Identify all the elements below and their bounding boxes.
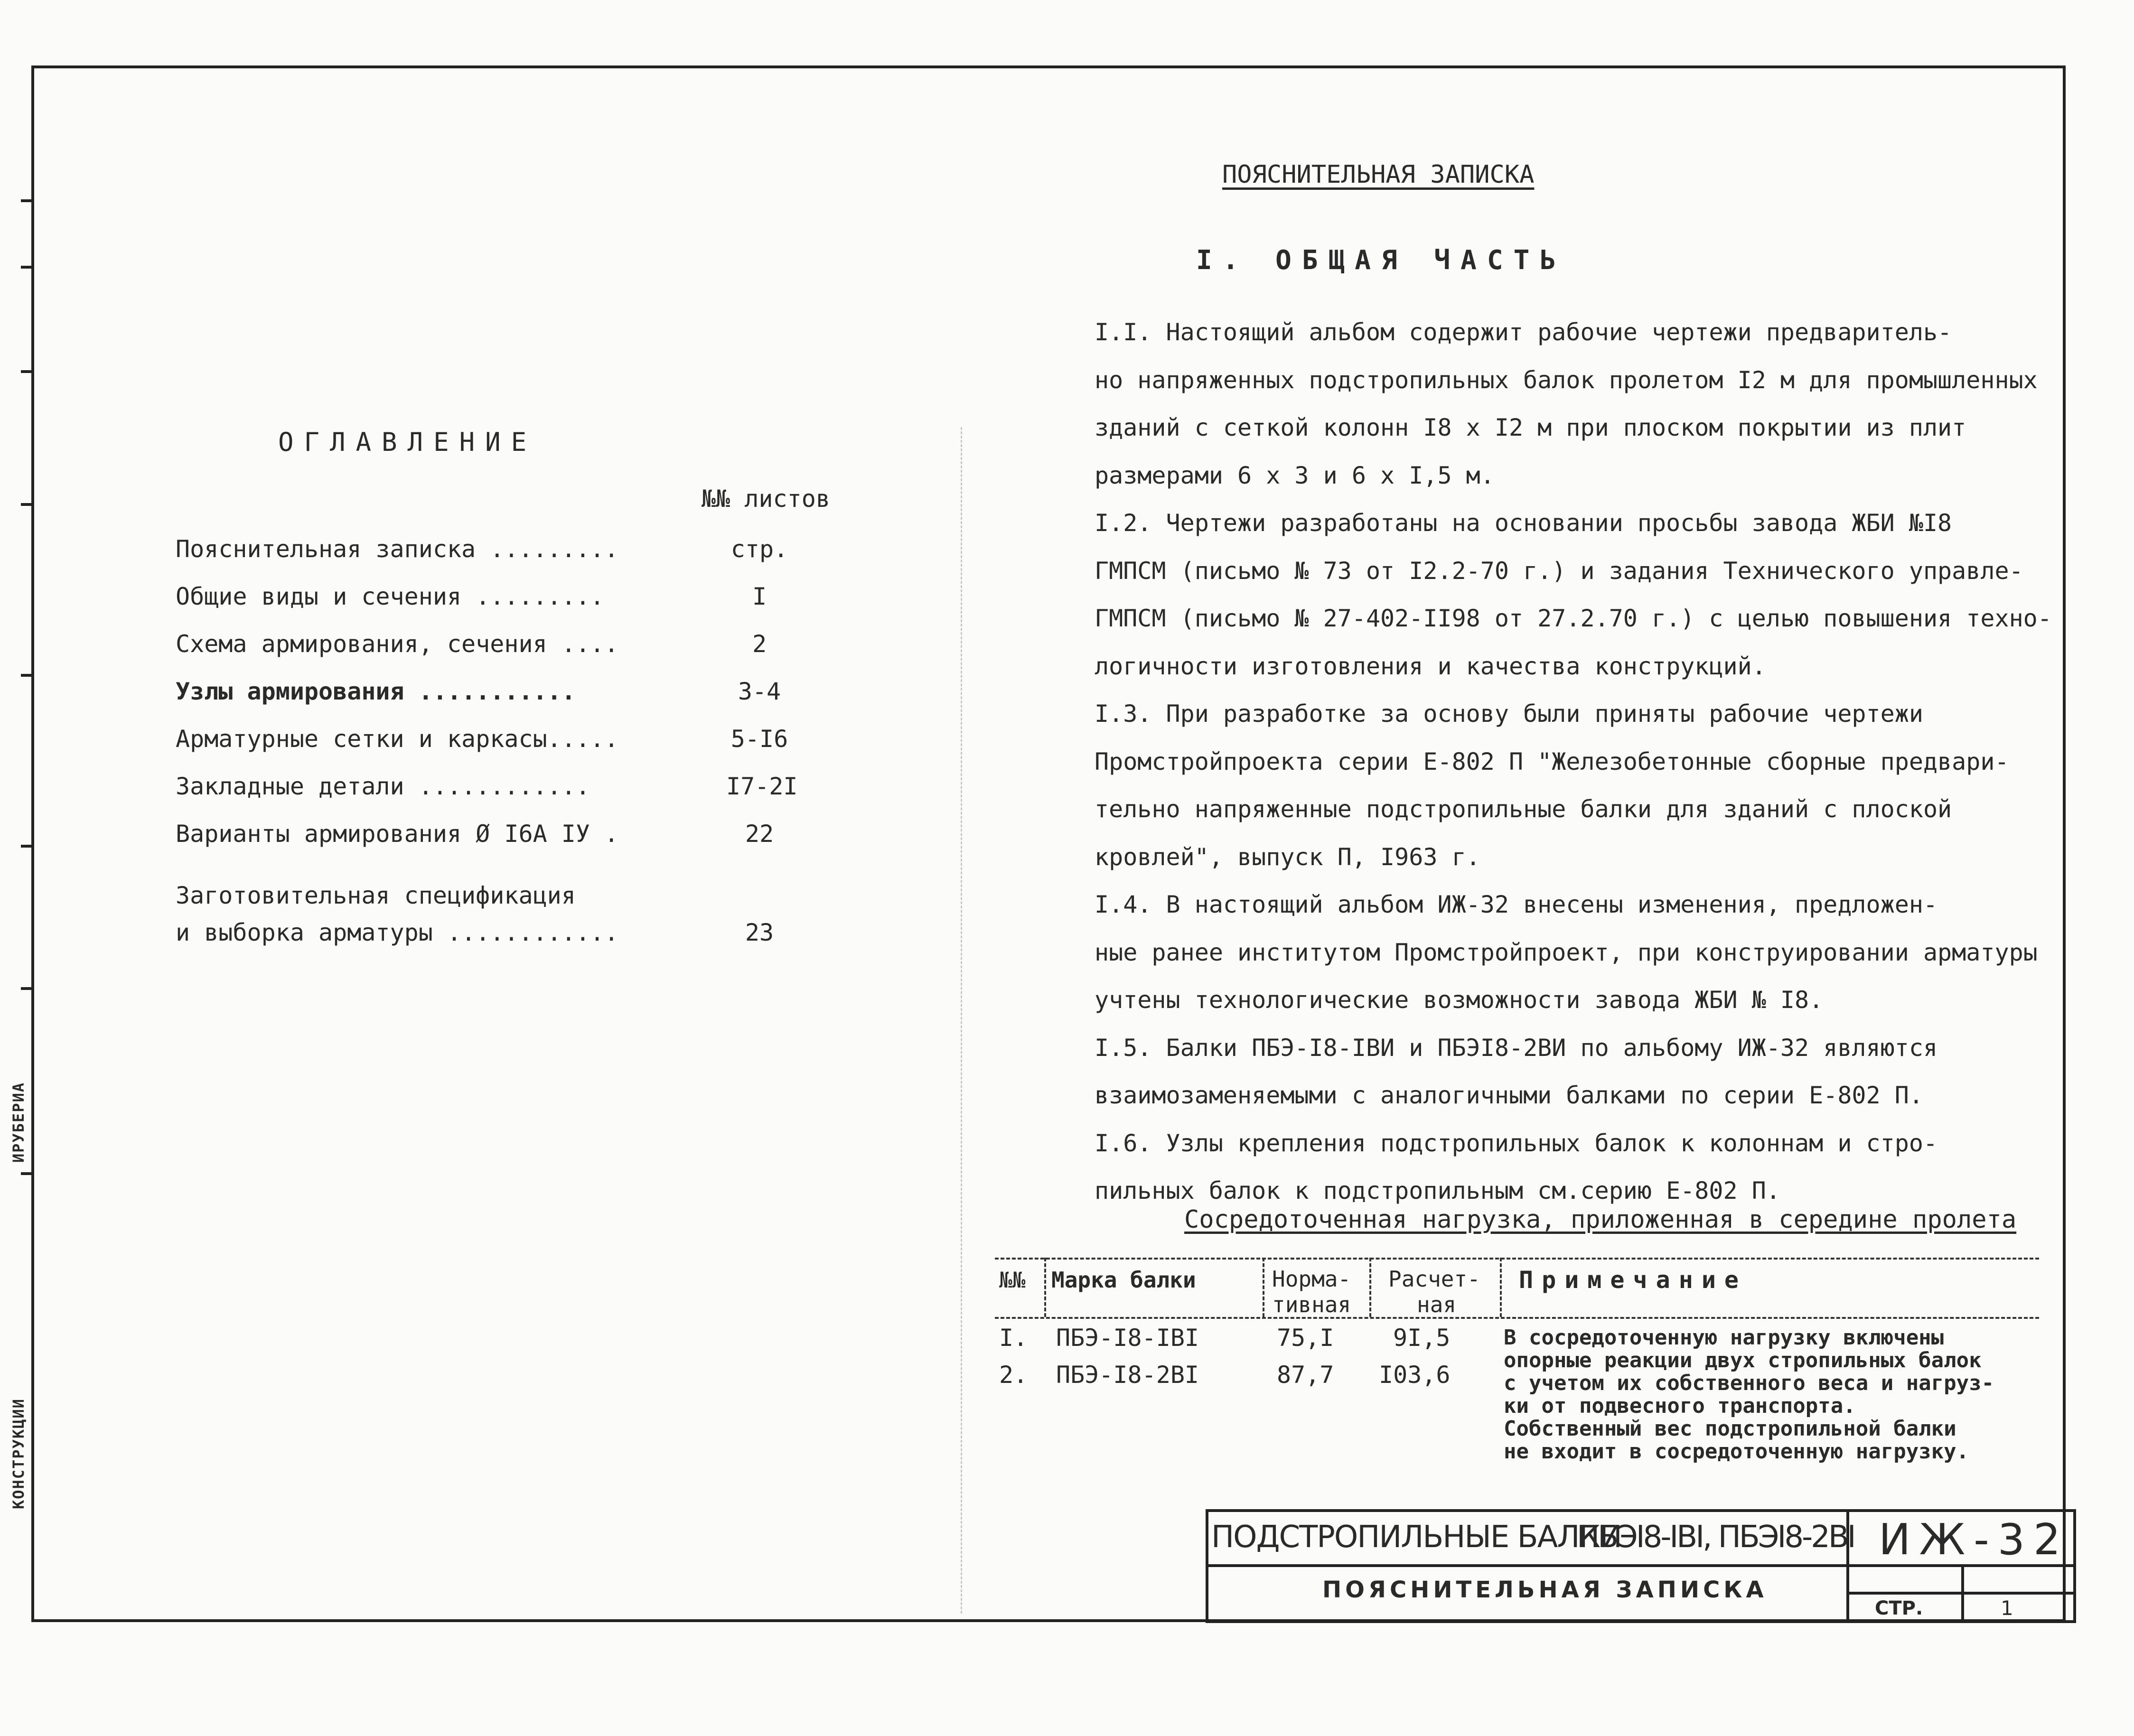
table-rule	[995, 1258, 2039, 1260]
table-rule	[1263, 1258, 1264, 1317]
text-line: пильных балок к подстропильным см.серию Е-802 П.	[1095, 1177, 1780, 1204]
text-line: размерами 6 х 3 и 6 х I,5 м.	[1095, 461, 1495, 489]
toc-row	[176, 678, 888, 711]
toc-row-title: Схема армирования, сечения ....	[176, 630, 619, 658]
text-line: кровлей", выпуск П, I963 г.	[1095, 843, 1480, 871]
edge-tick	[21, 266, 31, 269]
toc-row-page: 22	[745, 820, 774, 848]
toc-row-page: I	[752, 583, 767, 610]
edge-tick	[21, 1172, 31, 1175]
text-line: но напряженных подстропильных балок пролетом I2 м для промышленных	[1095, 366, 2038, 394]
note-line: Собственный вес подстропильной балки	[1504, 1417, 1956, 1441]
toc-column-header: №№ листов	[702, 485, 830, 513]
note-line: с учетом их собственного веса и нагруз-	[1504, 1371, 1994, 1395]
toc-row-title: Пояснительная записка .........	[176, 535, 619, 563]
title-block-album: ИЖ-32	[1879, 1515, 2069, 1565]
toc-row	[176, 725, 888, 758]
note-line: В сосредоточенную нагрузку включены	[1504, 1325, 1944, 1350]
text-line: учтены технологические возможности завода ЖБИ № I8.	[1095, 986, 1824, 1014]
toc-row	[176, 535, 888, 569]
title-block-marks: ПБЭI8-IВI, ПБЭI8-2ВI	[1577, 1520, 1854, 1555]
toc-row-page: I7-2I	[726, 773, 798, 800]
col-header-calc-line: Расчет-	[1388, 1266, 1480, 1292]
toc-row-page: 3-4	[738, 678, 781, 705]
table-rule	[1500, 1258, 1502, 1317]
table-cell-calc: I03,6	[1379, 1361, 1451, 1389]
text-line: Промстройпроекта серии Е-802 П "Железобетонные сборные предвари-	[1095, 747, 2009, 775]
body-text	[1095, 308, 2068, 1215]
toc-row	[176, 630, 888, 663]
toc-row	[176, 583, 888, 616]
toc-row-title: и выборка арматуры ............	[176, 919, 619, 946]
table-cell-mark: ПБЭ-I8-2ВI	[1056, 1361, 1199, 1389]
table-rule	[995, 1317, 2039, 1319]
note-line: ки от подвесного транспорта.	[1504, 1394, 1856, 1418]
toc-row	[176, 773, 888, 806]
toc-row-title: Арматурные сетки и каркасы.....	[176, 725, 619, 753]
text-line: ГМПСМ (письмо № 73 от I2.2-70 г.) и задания Технического управле-	[1095, 557, 2023, 585]
text-line: I.2. Чертежи разработаны на основании просьбы завода ЖБИ №I8	[1095, 509, 1952, 537]
edge-tick	[21, 845, 31, 848]
toc-row-page: 5-I6	[730, 725, 788, 753]
text-line: ГМПСМ (письмо № 27-402-II98 от 27.2.70 г.) с целью повышения техно-	[1095, 605, 2052, 632]
note-line: не входит в сосредоточенную нагрузку.	[1504, 1439, 1969, 1464]
text-line: ные ранее институтом Промстройпроект, при конструировании арматуры	[1095, 938, 2038, 966]
edge-tick	[21, 503, 31, 506]
text-line: I.3. При разработке за основу были приняты рабочие чертежи	[1095, 700, 1923, 728]
table-cell-num: 2.	[999, 1361, 1028, 1389]
title-block-subject: ПОДСТРОПИЛЬНЫЕ БАЛКИ	[1211, 1520, 1621, 1555]
toc-row-title: Закладные детали ............	[176, 773, 590, 800]
toc-row	[176, 820, 888, 853]
edge-tick	[21, 370, 31, 373]
load-table-heading: Сосредоточенная нагрузка, приложенная в середине пролета	[1184, 1205, 2017, 1234]
edge-tick	[21, 674, 31, 677]
text-line: тельно напряженные подстропильные балки для зданий с плоской	[1095, 795, 1952, 823]
title-block-rule	[1961, 1566, 1964, 1623]
col-header-num: №№	[999, 1267, 1026, 1293]
text-line: I.6. Узлы крепления подстропильных балок к колоннам и стро-	[1095, 1129, 1938, 1157]
text-line: I.5. Балки ПБЭ-I8-IВИ и ПБЭI8-2ВИ по альбому ИЖ-32 являются	[1095, 1034, 1938, 1062]
note-line: опорные реакции двух стропильных балок	[1504, 1348, 1982, 1372]
title-block-page-label: СТР.	[1875, 1597, 1923, 1619]
text-line: I.I. Настоящий альбом содержит рабочие чертежи предваритель-	[1095, 318, 1952, 346]
toc-row-title: Общие виды и сечения .........	[176, 583, 605, 610]
table-cell-norm: 87,7	[1277, 1361, 1334, 1389]
col-header-calc	[1388, 1266, 1480, 1317]
table-cell-mark: ПБЭ-I8-IВI	[1056, 1324, 1199, 1352]
side-label-top: КОНСТРУКЦИИ	[9, 1398, 28, 1509]
table-rule	[1369, 1258, 1371, 1317]
toc-row-page: 23	[745, 919, 774, 946]
col-header-norm-line: тивная	[1272, 1292, 1351, 1317]
edge-tick	[21, 199, 31, 202]
table-rule	[1044, 1258, 1046, 1317]
document-title: ПОЯСНИТЕЛЬНАЯ ЗАПИСКА	[1222, 160, 1535, 189]
col-header-calc-line: ная	[1417, 1292, 1457, 1317]
toc-row	[176, 919, 888, 952]
text-line: зданий с сеткой колонн I8 х I2 м при плоском покрытии из плит	[1095, 414, 1966, 441]
toc-row-page: стр.	[730, 535, 788, 563]
toc-heading: ОГЛАВЛЕНИЕ	[278, 427, 537, 457]
table-cell-norm: 75,I	[1277, 1324, 1334, 1352]
text-line: взаимозаменяемыми с аналогичными балками по серии Е-802 П.	[1095, 1082, 1923, 1109]
section-title: I. ОБЩАЯ ЧАСТЬ	[1196, 245, 1567, 276]
text-line: логичности изготовления и качества конструкций.	[1095, 652, 1766, 680]
table-cell-calc: 9I,5	[1393, 1324, 1451, 1352]
toc-row-title: Варианты армирования Ø I6A IУ .	[176, 820, 619, 848]
side-label-bottom: ИРУБЕРИА	[9, 1082, 28, 1163]
edge-tick	[21, 987, 31, 990]
load-table-note	[1504, 1326, 2068, 1463]
col-header-norm-line: Норма-	[1272, 1266, 1351, 1292]
col-header-mark: Марка балки	[1051, 1267, 1196, 1293]
col-header-note: Примечание	[1519, 1266, 1748, 1294]
title-block-sheet-title: ПОЯСНИТЕЛЬНАЯ ЗАПИСКА	[1322, 1577, 1768, 1603]
toc-row-title: Заготовительная спецификация	[176, 882, 576, 909]
table-cell-num: I.	[999, 1324, 1028, 1352]
fold-line	[961, 427, 962, 1614]
toc-row-page: 2	[752, 630, 767, 658]
title-block-page-number: 1	[2001, 1596, 2013, 1620]
col-header-norm	[1272, 1266, 1351, 1317]
text-line: I.4. В настоящий альбом ИЖ-32 внесены изменения, предложен-	[1095, 891, 1938, 918]
toc-row	[176, 882, 888, 915]
toc-row-title: Узлы армирования ...........	[176, 678, 576, 705]
